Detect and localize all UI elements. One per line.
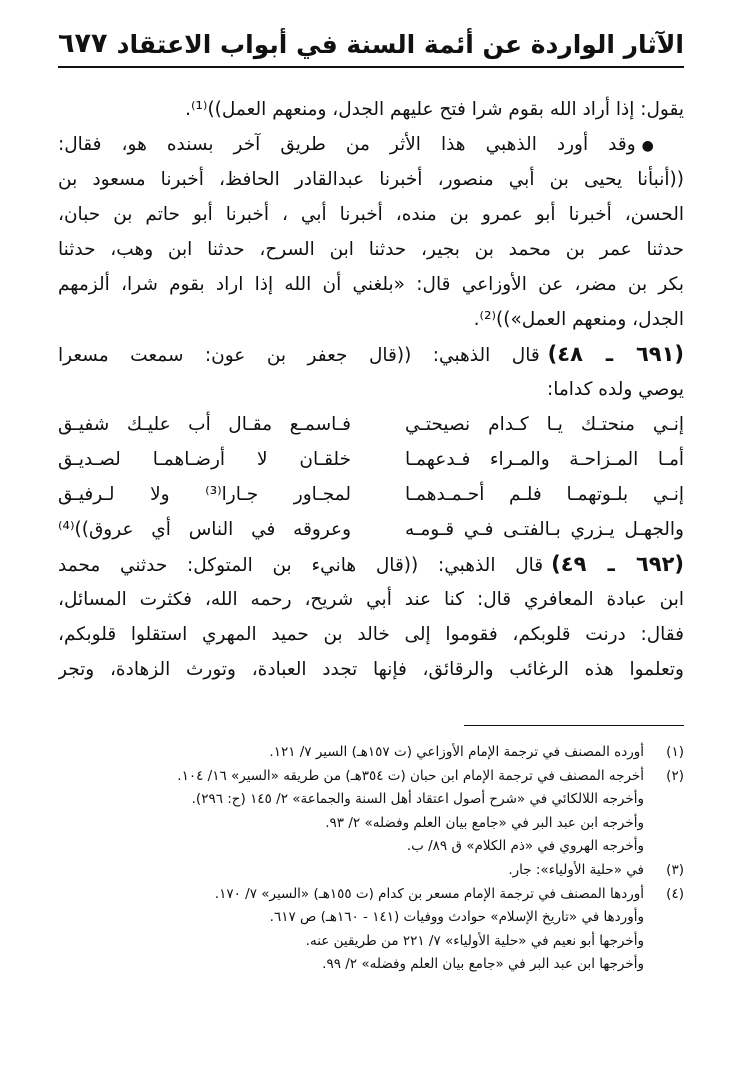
bullet-icon: ● [641,138,668,154]
page-number: ٦٧٧ [58,28,108,59]
verse-first-hemistich: إنـي منحتـك يـا كـدام نصيحتـي [405,414,684,435]
text-line: ابن عبادة المعافري قال: كنا عند أبي شريح، رحمه الله، فكثرت المسائل، [58,589,684,610]
running-title: الآثار الواردة عن أئمة السنة في أبواب الاعتقاد [116,30,684,59]
entry-number: (٦٩٢ ـ ٤٩) [551,552,684,576]
entry-heading [58,547,684,582]
footnote [58,741,684,765]
footnote-number: (٣) [666,861,684,878]
poem-verse [58,407,684,442]
text-line: الحسن، أخبرنا أبو عمرو بن منده، أخبرنا أبي ، أخبرنا أبو حاتم بن حبان، [58,204,684,225]
verse-second-hemistich: خلقـان لا أرضـاهمـا لصـديـق [58,449,351,470]
entry-text: قال الذهبي: ((قال جعفر بن عون: سمعت مسعرا [58,345,540,366]
text-line: فقال: درنت قلوبكم، فقوموا إلى خالد بن حميد المهري استقلوا قلوبكم، [58,624,684,645]
poem-verse [58,442,684,477]
footnotes [58,741,684,977]
entry-text: قال الذهبي: ((قال هانيء بن المتوكل: حدثني محمد [58,555,544,576]
text-line: حدثنا عمر بن محمد بن بجير، حدثنا ابن السرح، حدثنا ابن وهب، حدثنا [58,239,684,260]
verse-first-hemistich: أمـا المـزاحـة والمـراء فـدعهمـا [405,449,684,470]
entry-number: (٦٩١ ـ ٤٨) [547,342,684,366]
footnote-number: (٢) [666,767,684,784]
footnote-continuation: وأخرجه اللالكائي في «شرح أصول اعتقاد أهل السنة والجماعة» ٢/ ١٤٥ (ح: ٢٩٦). [191,791,644,808]
footnote [58,859,684,883]
footnote-number: (٤) [666,885,684,902]
verse-second-hemistich: فـاسمـع مقـال أب عليـك شفيـق [58,414,351,435]
poem [58,407,684,547]
footnote-continuation: وأخرجه الهروي في «ذم الكلام» ق ٨٩/ ب. [406,838,644,855]
footnote-continuation: وأوردها في «تاريخ الإسلام» حوادث ووفيات (١٤١ - ١٦٠هـ) ص ٦١٧. [269,909,644,926]
footnote-separator [464,725,684,726]
verse-first-hemistich: والجهـل يـزري بـالفتـى فـي قـومـه [405,519,684,540]
text-line: وتعلموا هذه الرغائب والرقائق، فإنها تجدد العبادة، وتورث الزهادة، وتجر [58,659,684,680]
running-header [58,26,684,68]
text-line-content: وقد أورد الذهبي هذا الأثر من طريق آخر بسنده هو، فقال: [58,134,636,155]
text-line: ((أنبأنا يحيى بن أبي منصور، أخبرنا عبدالقادر الحافظ، أخبرنا مسعود بن [58,169,684,190]
footnote-text: أخرجه المصنف في ترجمة الإمام ابن حبان (ت ٣٥٤هـ) من طريقه «السير» ١٦/ ١٠٤. [177,767,644,784]
entry-heading [58,337,684,372]
footnote-text: في «حلية الأولياء»: جار. [508,861,644,878]
poem-verse [58,477,684,512]
footnote [58,883,684,907]
footnote-continuation: وأخرجها أبو نعيم في «حلية الأولياء» ٧/ ٢٢١ من طريقين عنه. [305,932,644,949]
verse-first-hemistich: إنـي بلـوتهمـا فلـم أحـمـدهمـا [405,484,684,505]
footnote-text: أورده المصنف في ترجمة الإمام الأوزاعي (ت ١٥٧هـ) السير ٧/ ١٢١. [269,744,644,760]
footnote-continuation: وأخرجه ابن عبد البر في «جامع بيان العلم وفضله» ٢/ ٩٣. [325,814,644,831]
text-line [58,127,684,162]
verse-second-hemistich: لمجـاور جـارا⁽³⁾ ولا لـرفيـق [58,484,351,505]
poem-verse [58,512,684,547]
verse-second-hemistich: وعروقه في الناس أي عروق))⁽⁴⁾ [58,519,351,540]
text-line: الجدل، ومنعهم العمل»))⁽²⁾. [473,309,684,330]
footnote-continuation: وأخرجها ابن عبد البر في «جامع بيان العلم وفضله» ٢/ ٩٩. [322,956,644,973]
text-line: بكر بن مضر، عن الأوزاعي قال: «بلغني أن الله إذا اراد بقوم شرا، ألزمهم [58,274,684,295]
footnote [58,765,684,789]
text-line: يقول: إذا أراد الله بقوم شرا فتح عليهم الجدل، ومنعهم العمل))⁽¹⁾. [185,99,684,120]
main-text [58,92,684,687]
footnote-text: أوردها المصنف في ترجمة الإمام مسعر بن كدام (ت ١٥٥هـ) «السير» ٧/ ١٧٠. [214,885,644,902]
footnote-number: (١) [666,744,684,760]
text-line: يوصي ولده كداما: [546,379,684,400]
